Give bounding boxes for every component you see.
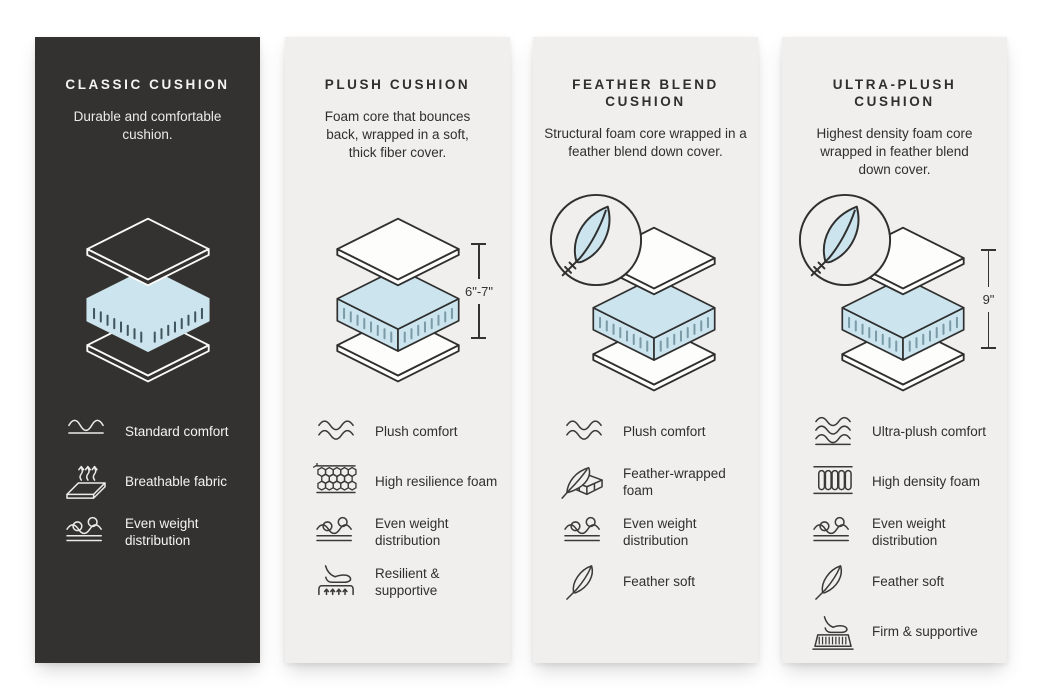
height-measurement: 6"-7"	[464, 283, 493, 299]
feature-row	[63, 413, 252, 451]
feature-label: Ultra-plush comfort	[872, 424, 987, 440]
even-weight-icon	[810, 513, 856, 551]
feature-label: Plush comfort	[375, 424, 458, 440]
cushion-diagram	[533, 185, 758, 421]
card-ultra-plush-cushion	[782, 37, 1007, 663]
cushion-diagram	[35, 185, 260, 421]
breathable-icon	[63, 463, 109, 501]
feature-list	[561, 413, 750, 613]
height-ruler	[981, 249, 996, 349]
double-wave-comfort-icon	[313, 413, 359, 451]
card-title: FEATHER BLEND CUSHION	[572, 77, 719, 109]
layered-cushion-illustration	[313, 217, 483, 389]
wave-comfort-icon	[63, 413, 109, 451]
even-weight-icon	[63, 513, 109, 551]
card-title: PLUSH CUSHION	[324, 77, 471, 92]
person-bounce-icon	[313, 563, 359, 601]
person-firm-icon	[810, 613, 856, 651]
card-description: Structural foam core wrapped in a feather blend down cover.	[544, 125, 747, 159]
feature-label: High density foam	[872, 474, 981, 490]
feature-row	[561, 463, 750, 501]
feather-badge-icon	[796, 191, 894, 289]
cushion-diagram	[285, 185, 510, 421]
feature-label: Resilient & supportive	[375, 565, 440, 598]
feature-list	[810, 413, 999, 663]
feature-row	[313, 563, 502, 601]
layered-cushion-illustration	[63, 217, 233, 389]
card-title: ULTRA-PLUSH CUSHION	[832, 77, 957, 109]
feather-badge-icon	[547, 191, 645, 289]
high-density-foam-icon	[810, 463, 856, 501]
feather-icon	[810, 563, 856, 601]
feature-row	[810, 463, 999, 501]
triple-wave-comfort-icon	[810, 413, 856, 451]
feature-label: Feather soft	[623, 574, 696, 590]
card-classic-cushion	[35, 37, 260, 663]
card-plush-cushion	[285, 37, 510, 663]
feature-row	[561, 513, 750, 551]
feature-label: Firm & supportive	[872, 624, 978, 640]
ruler-line	[988, 251, 990, 287]
feature-label: Even weight distribution	[872, 515, 946, 548]
double-wave-comfort-icon	[561, 413, 607, 451]
feature-row	[313, 463, 502, 501]
height-measurement: 9"	[982, 291, 995, 307]
feature-label: Feather soft	[872, 574, 945, 590]
cushion-diagram	[782, 185, 1007, 421]
card-title: CLASSIC CUSHION	[65, 77, 230, 92]
feature-row	[63, 513, 252, 551]
feature-label: Standard comfort	[125, 424, 229, 440]
even-weight-icon	[313, 513, 359, 551]
feature-label: Breathable fabric	[125, 474, 228, 490]
feature-row	[810, 513, 999, 551]
card-description: Highest density foam core wrapped in feather blend down cover.	[816, 125, 973, 177]
ruler-cap	[981, 347, 996, 349]
feature-row	[63, 463, 252, 501]
feature-list	[313, 413, 502, 613]
feature-label: Even weight distribution	[375, 515, 449, 548]
feather-wrapped-foam-icon	[561, 463, 607, 501]
ruler-line	[988, 312, 990, 348]
honeycomb-foam-icon	[313, 463, 359, 501]
feature-row	[313, 413, 502, 451]
card-feather-blend-cushion	[533, 37, 758, 663]
card-description: Durable and comfortable cushion.	[73, 108, 222, 142]
ruler-cap	[471, 337, 486, 339]
feature-label: Even weight distribution	[623, 515, 697, 548]
feature-row	[810, 613, 999, 651]
feature-row	[810, 413, 999, 451]
ruler-line	[478, 304, 480, 338]
feature-label: Even weight distribution	[125, 515, 199, 548]
card-description: Foam core that bounces back, wrapped in a soft, thick fiber cover.	[324, 108, 471, 160]
feather-icon	[561, 563, 607, 601]
even-weight-icon	[561, 513, 607, 551]
ruler-line	[478, 245, 480, 279]
feature-label: High resilience foam	[375, 474, 498, 490]
feature-row	[561, 413, 750, 451]
feature-row	[561, 563, 750, 601]
height-ruler	[465, 243, 493, 339]
feature-list	[63, 413, 252, 563]
feature-label: Plush comfort	[623, 424, 706, 440]
feature-row	[313, 513, 502, 551]
feature-label: Feather-wrapped foam	[623, 465, 726, 498]
feature-row	[810, 563, 999, 601]
